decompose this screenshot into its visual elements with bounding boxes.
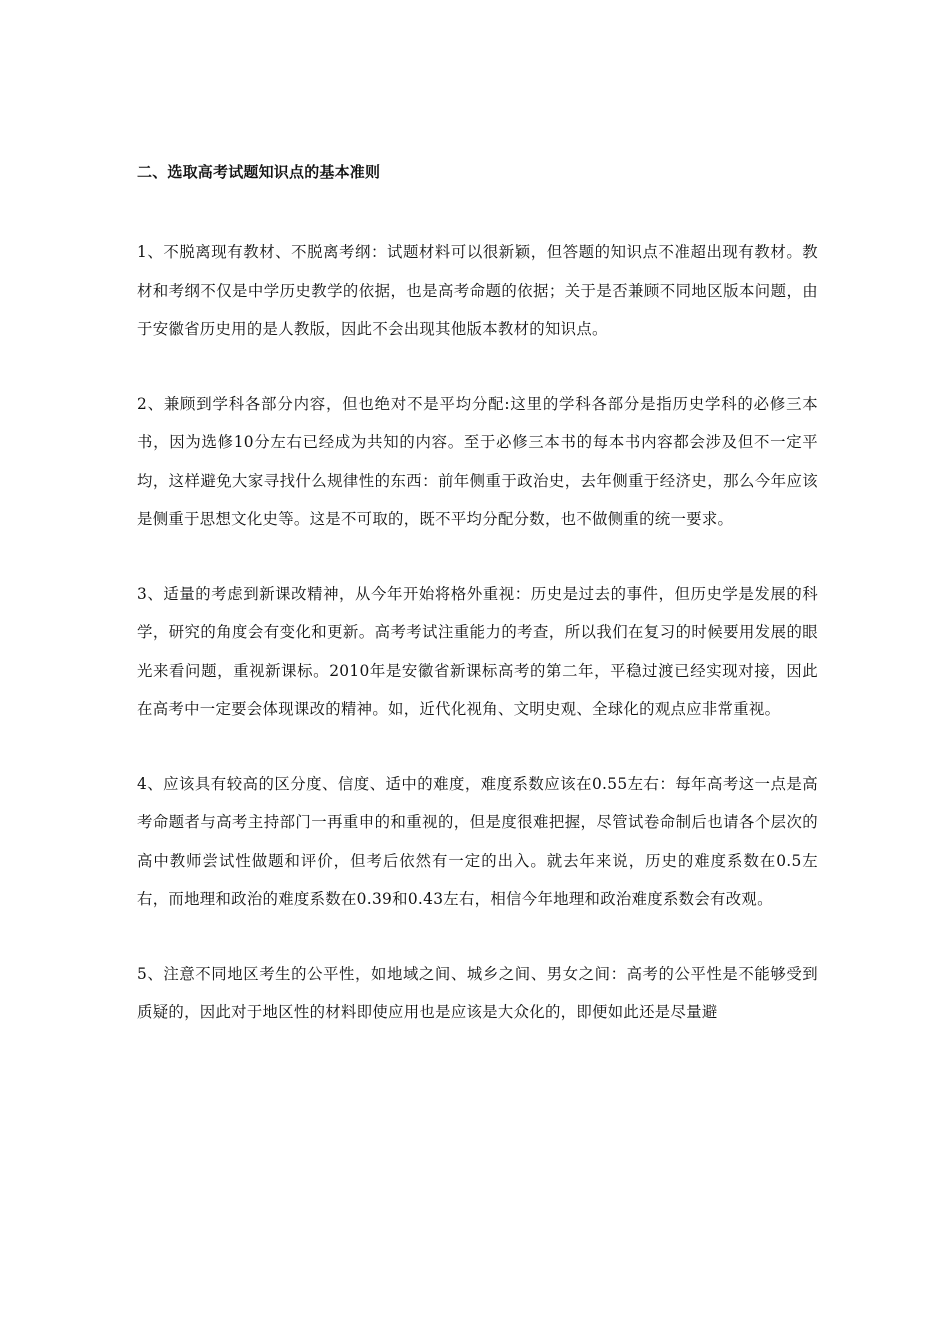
- paragraph-3: 3、适量的考虑到新课改精神，从今年开始将格外重视：历史是过去的事件，但历史学是发展的科学，研究的角度会有变化和更新。高考考试注重能力的考查，所以我们在复习的时候要用发展的眼光来看问题，重视新课标。2010年是安徽省新课标高考的第二年，平稳过渡已经实现对接，因此在高考中一定要会体现课改的精神。如，近代化视角、文明史观、全球化的观点应非常重视。: [137, 584, 818, 718]
- document-body: [137, 158, 818, 1068]
- section-heading: 二、选取高考试题知识点的基本准则: [137, 163, 381, 181]
- paragraph-1: 1、不脱离现有教材、不脱离考纲：试题材料可以很新颖，但答题的知识点不准超出现有教材。教材和考纲不仅是中学历史教学的依据，也是高考命题的依据；关于是否兼顾不同地区版本问题，由于安徽省历史用的是人教版，因此不会出现其他版本教材的知识点。: [137, 243, 818, 338]
- paragraph-5: 5、注意不同地区考生的公平性，如地域之间、城乡之间、男女之间：高考的公平性是不能够受到质疑的，因此对于地区性的材料即使应用也是应该是大众化的，即便如此还是尽量避: [137, 964, 818, 1021]
- paragraph-4: 4、应该具有较高的区分度、信度、适中的难度，难度系数应该在0.55左右：每年高考这一点是高考命题者与高考主持部门一再重申的和重视的，但是度很难把握，尽管试卷命制后也请各个层次的高中教师尝试性做题和评价，但考后依然有一定的出入。就去年来说，历史的难度系数在0.5左右，而地理和政治的难度系数在0.39和0.43左右，相信今年地理和政治难度系数会有改观。: [137, 774, 818, 908]
- paragraph-2: 2、兼顾到学科各部分内容，但也绝对不是平均分配:这里的学科各部分是指历史学科的必修三本书，因为选修10分左右已经成为共知的内容。至于必修三本书的每本书内容都会涉及但不一定平均，这样避免大家寻找什么规律性的东西：前年侧重于政治史，去年侧重于经济史，那么今年应该是侧重于思想文化史等。这是不可取的，既不平均分配分数，也不做侧重的统一要求。: [137, 394, 818, 528]
